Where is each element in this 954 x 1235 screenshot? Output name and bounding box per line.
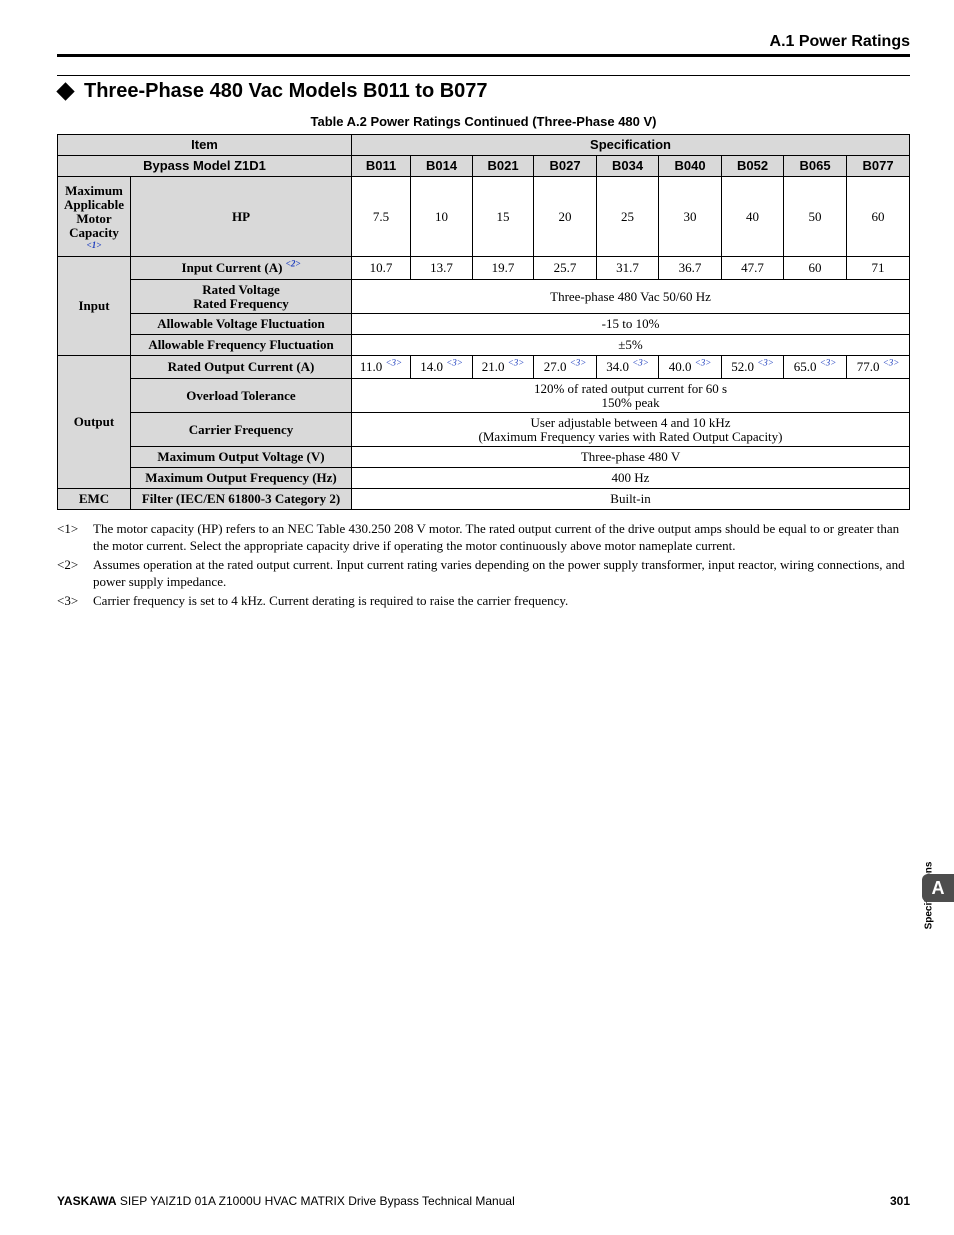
footnote-ref-link[interactable]: <1> bbox=[86, 239, 102, 250]
model-cell: B077 bbox=[847, 156, 910, 177]
footnote-text: The motor capacity (HP) refers to an NEC Table 430.250 208 V motor. The rated output current of the drive output amps should be equal to or greater than the motor current. Select the appropriate capacity drive if operating the motor continuously above motor nameplate current. bbox=[93, 521, 900, 553]
max-out-voltage-label: Maximum Output Voltage (V) bbox=[131, 447, 352, 468]
model-cell: B014 bbox=[411, 156, 473, 177]
rated-output-cell: 14.0 $^{<3>}$ bbox=[411, 356, 473, 379]
rated-output-cell: 21.0 $^{<3>}$ bbox=[473, 356, 534, 379]
freq-fluct-value: ±5% bbox=[352, 335, 910, 356]
hp-cell: 25 bbox=[597, 177, 659, 257]
input-current-cell: 36.7 bbox=[659, 257, 722, 280]
footnote-ref-link[interactable]: <3> bbox=[632, 357, 649, 368]
carrier-value: User adjustable between 4 and 10 kHz (Maximum Frequency varies with Rated Output Capacity) bbox=[352, 413, 910, 447]
max-out-freq-label: Maximum Output Frequency (Hz) bbox=[131, 468, 352, 489]
max-motor-label: Maximum Applicable Motor Capacity <1> bbox=[58, 177, 131, 257]
input-current-cell: 25.7 bbox=[534, 257, 597, 280]
hp-cell: 20 bbox=[534, 177, 597, 257]
rated-output-cell: 77.0 $^{<3>}$ bbox=[847, 356, 910, 379]
overload-label: Overload Tolerance bbox=[131, 379, 352, 413]
rated-output-cell: 34.0 $^{<3>}$ bbox=[597, 356, 659, 379]
table-row bbox=[58, 489, 910, 510]
footnotes bbox=[57, 520, 910, 611]
hp-cell: 30 bbox=[659, 177, 722, 257]
page-number: 301 bbox=[889, 1194, 910, 1208]
emc-group-label: EMC bbox=[58, 489, 131, 510]
table-row bbox=[58, 177, 910, 257]
table-row bbox=[58, 257, 910, 280]
rated-output-cell: 52.0 $^{<3>}$ bbox=[722, 356, 784, 379]
footnote-text: Carrier frequency is set to 4 kHz. Current derating is required to raise the carrier frequency. bbox=[93, 593, 569, 608]
hp-cell: 60 bbox=[847, 177, 910, 257]
carrier-label: Carrier Frequency bbox=[131, 413, 352, 447]
input-current-cell: 31.7 bbox=[597, 257, 659, 280]
table-row bbox=[58, 280, 910, 314]
footer-doc-title: YASKAWA SIEP YAIZ1D 01A Z1000U HVAC MATRIX Drive Bypass Technical Manual bbox=[57, 1194, 515, 1208]
header-rule-thin bbox=[57, 75, 910, 76]
rated-voltage-label: Rated Voltage Rated Frequency bbox=[131, 280, 352, 314]
footnote-ref-link[interactable]: <3> bbox=[569, 357, 587, 368]
footnote-ref-link[interactable]: <3> bbox=[694, 357, 712, 368]
footnote-number: <2> bbox=[57, 557, 79, 572]
overload-value: 120% of rated output current for 60 s 150% peak bbox=[352, 379, 910, 413]
input-group-label: Input bbox=[58, 257, 131, 356]
table-row bbox=[58, 356, 910, 379]
page-footer bbox=[57, 1194, 910, 1208]
hp-cell: 7.5 bbox=[352, 177, 411, 257]
diamond-bullet-icon bbox=[56, 82, 74, 100]
item-header: Item bbox=[58, 135, 352, 156]
model-cell: B034 bbox=[597, 156, 659, 177]
table-row bbox=[58, 335, 910, 356]
table-caption: Table A.2 Power Ratings Continued (Three-Phase 480 V) bbox=[310, 114, 657, 129]
table-row bbox=[58, 314, 910, 335]
hp-cell: 15 bbox=[473, 177, 534, 257]
model-label: Bypass Model Z1D1 bbox=[58, 156, 352, 177]
input-current-cell: 13.7 bbox=[411, 257, 473, 280]
voltage-fluct-label: Allowable Voltage Fluctuation bbox=[131, 314, 352, 335]
model-cell: B027 bbox=[534, 156, 597, 177]
input-current-label: Input Current (A) $^{<2>}$ bbox=[131, 257, 352, 280]
footnote-number: <3> bbox=[57, 593, 79, 608]
input-current-cell: 71 bbox=[847, 257, 910, 280]
rated-output-cell: 27.0 $^{<3>}$ bbox=[534, 356, 597, 379]
freq-fluct-label: Allowable Frequency Fluctuation bbox=[131, 335, 352, 356]
footnote-ref-link[interactable]: <3> bbox=[385, 357, 403, 368]
footnote bbox=[57, 520, 910, 554]
footnote-number: <1> bbox=[57, 521, 79, 536]
model-cell: B052 bbox=[722, 156, 784, 177]
model-cell: B021 bbox=[473, 156, 534, 177]
filter-value: Built-in bbox=[352, 489, 910, 510]
input-current-cell: 47.7 bbox=[722, 257, 784, 280]
voltage-fluct-value: -15 to 10% bbox=[352, 314, 910, 335]
header-rule bbox=[57, 54, 910, 57]
filter-label: Filter (IEC/EN 61800-3 Category 2) bbox=[131, 489, 352, 510]
hp-cell: 50 bbox=[784, 177, 847, 257]
table-row bbox=[58, 468, 910, 489]
footnote-ref-link[interactable]: <3> bbox=[446, 357, 463, 368]
footnote-ref-link[interactable]: <2> bbox=[285, 258, 301, 269]
footnote-ref-link[interactable]: <3> bbox=[882, 357, 900, 368]
chapter-tab[interactable]: A bbox=[922, 874, 954, 902]
section-title-text: Three-Phase 480 Vac Models B011 to B077 bbox=[84, 80, 488, 102]
table-row bbox=[58, 447, 910, 468]
model-cell: B011 bbox=[352, 156, 411, 177]
hp-cell: 40 bbox=[722, 177, 784, 257]
section-title bbox=[57, 80, 488, 103]
model-cell: B040 bbox=[659, 156, 722, 177]
hp-cell: 10 bbox=[411, 177, 473, 257]
max-out-voltage-value: Three-phase 480 V bbox=[352, 447, 910, 468]
footnote-text: Assumes operation at the rated output current. Input current rating varies depending on the power supply transformer, input reactor, wiring connections, and power supply impedance. bbox=[93, 557, 905, 589]
input-current-cell: 10.7 bbox=[352, 257, 411, 280]
input-current-cell: 19.7 bbox=[473, 257, 534, 280]
footnote-ref-link[interactable]: <3> bbox=[507, 357, 525, 368]
rated-voltage-value: Three-phase 480 Vac 50/60 Hz bbox=[352, 280, 910, 314]
rated-output-label: Rated Output Current (A) bbox=[131, 356, 352, 379]
rated-output-cell: 11.0 $^{<3>}$ bbox=[352, 356, 411, 379]
footer-brand: YASKAWA bbox=[57, 1194, 117, 1208]
table-row bbox=[58, 156, 910, 177]
footnote bbox=[57, 592, 910, 609]
section-header: A.1 Power Ratings bbox=[769, 33, 910, 50]
spec-header: Specification bbox=[352, 135, 910, 156]
rated-output-cell: 65.0 $^{<3>}$ bbox=[784, 356, 847, 379]
footnote-ref-link[interactable]: <3> bbox=[819, 357, 837, 368]
hp-label: HP bbox=[131, 177, 352, 257]
input-current-cell: 60 bbox=[784, 257, 847, 280]
output-group-label: Output bbox=[58, 356, 131, 489]
table-row bbox=[58, 413, 910, 447]
table-row bbox=[58, 379, 910, 413]
max-out-freq-value: 400 Hz bbox=[352, 468, 910, 489]
power-ratings-table bbox=[57, 134, 910, 510]
rated-output-cell: 40.0 $^{<3>}$ bbox=[659, 356, 722, 379]
model-cell: B065 bbox=[784, 156, 847, 177]
footnote bbox=[57, 556, 910, 590]
footnote-ref-link[interactable]: <3> bbox=[757, 357, 774, 368]
